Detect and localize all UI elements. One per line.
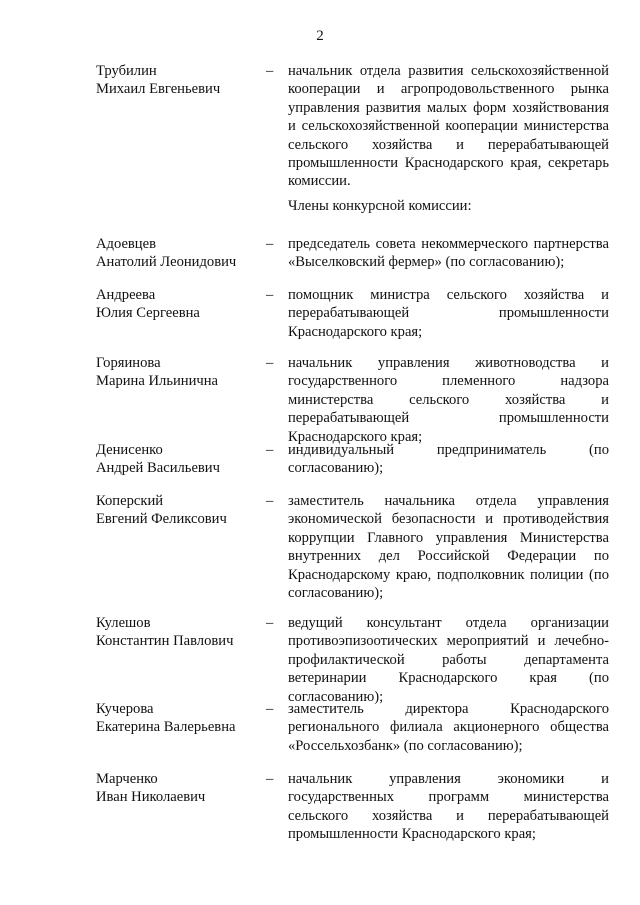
- dash-separator: –: [266, 355, 274, 371]
- person-surname: Кучерова: [96, 701, 154, 717]
- person-surname: Коперский: [96, 493, 164, 509]
- person-role: заместитель начальника отдела управления экономической безопасности и противодействия коррупции Главного управления Министерства внутренних дел Российской Федерации по Краснодарскому краю, подполковник полиции (по согласованию);: [288, 493, 609, 602]
- dash-separator: –: [266, 701, 274, 717]
- dash-separator: –: [266, 615, 274, 631]
- person-name: [96, 286, 266, 323]
- person-surname: Адоевцев: [96, 236, 156, 252]
- person-given-names: Екатерина Валерьевна: [96, 719, 236, 736]
- person-name: [96, 614, 266, 651]
- person-role: начальник управления экономики и государственных программ министерства сельского хозяйства и перерабатывающей промышленности Краснодарского края;: [288, 771, 609, 843]
- person-given-names: Юлия Сергеевна: [96, 305, 200, 322]
- dash-separator: –: [266, 236, 274, 252]
- dash-separator: –: [266, 63, 274, 79]
- dash-separator: –: [266, 771, 274, 787]
- person-surname: Трубилин: [96, 63, 157, 79]
- person-name: [96, 441, 266, 478]
- person-role: помощник министра сельского хозяйства и перерабатывающей промышленности Краснодарского края;: [288, 287, 609, 340]
- person-role: индивидуальный предприниматель (по согласованию);: [288, 442, 609, 477]
- person-given-names: Марина Ильинична: [96, 373, 219, 390]
- person-role: ведущий консультант отдела организации противоэпизоотических мероприятий и лечебно-профилактической работы департамента ветеринарии Краснодарского края (по согласованию);: [288, 615, 609, 705]
- person-surname: Марченко: [96, 771, 158, 787]
- person-name: [96, 770, 266, 807]
- dash-separator: –: [266, 287, 274, 303]
- person-surname: Горяинова: [96, 355, 161, 371]
- person-name: [96, 492, 266, 529]
- page-number: 2: [316, 28, 324, 44]
- members-heading: Члены конкурсной комиссии:: [288, 198, 472, 214]
- person-role: заместитель директора Краснодарского регионального филиала акционерного общества «Россельхозбанк» (по согласованию);: [288, 701, 609, 754]
- person-given-names: Анатолий Леонидович: [96, 254, 237, 271]
- person-given-names: Иван Николаевич: [96, 789, 206, 806]
- person-name: [96, 354, 266, 391]
- person-name: [96, 700, 266, 737]
- person-surname: Андреева: [96, 287, 156, 303]
- person-surname: Кулешов: [96, 615, 151, 631]
- person-role: председатель совета некоммерческого партнерства «Выселковский фермер» (по согласованию);: [288, 236, 609, 271]
- person-name: [96, 235, 266, 272]
- dash-separator: –: [266, 493, 274, 509]
- person-given-names: Михаил Евгеньевич: [96, 81, 221, 98]
- person-given-names: Константин Павлович: [96, 633, 234, 650]
- person-role: начальник управления животноводства и государственного племенного надзора министерства сельского хозяйства и перерабатывающей промышленности Краснодарского края;: [288, 355, 609, 445]
- person-given-names: Андрей Васильевич: [96, 460, 220, 477]
- dash-separator: –: [266, 442, 274, 458]
- person-name: [96, 62, 266, 99]
- person-role: начальник отдела развития сельскохозяйственной кооперации и агропродовольственного рынка управления развития малых форм хозяйствования и сельскохозяйственной кооперации министерства сельского хозяйства и перерабатывающей промышленности Краснодарского края, секретарь комиссии.: [288, 63, 609, 190]
- person-surname: Денисенко: [96, 442, 163, 458]
- person-given-names: Евгений Феликсович: [96, 511, 227, 528]
